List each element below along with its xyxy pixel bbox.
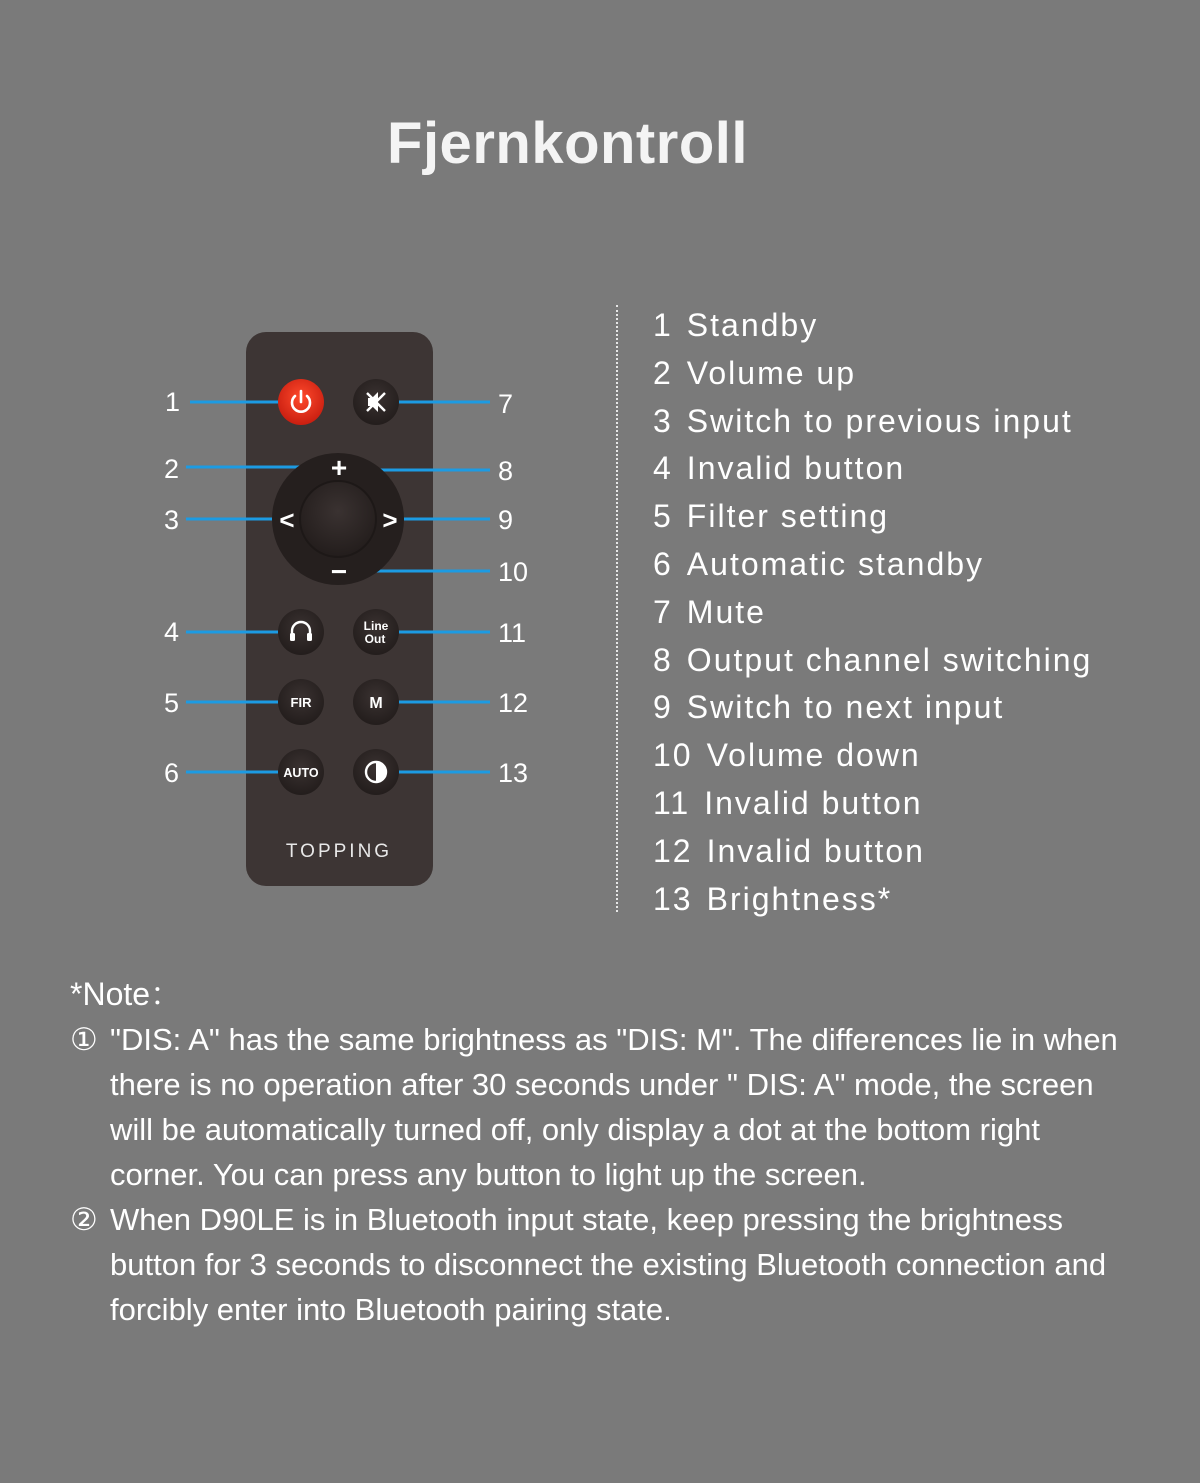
callout-number-13: 13 xyxy=(498,758,529,788)
legend-number: 12 xyxy=(653,832,693,869)
legend-item xyxy=(653,445,1092,493)
legend-item xyxy=(653,350,1092,398)
callout-number-10: 10 xyxy=(498,557,529,587)
legend-item xyxy=(653,589,1092,637)
legend-label: Invalid button xyxy=(686,450,906,487)
auto-label: AUTO xyxy=(283,766,319,780)
legend-item xyxy=(653,541,1092,589)
legend-number: 6 xyxy=(653,545,673,582)
center-button[interactable] xyxy=(300,481,376,557)
note-item xyxy=(70,1017,1140,1197)
callout-number-11: 11 xyxy=(498,618,527,648)
legend-item xyxy=(653,302,1092,350)
volume-down-button[interactable]: − xyxy=(330,556,348,587)
note-text: "DIS: A" has the same brightness as "DIS: M". The differences lie in when there is no operation after 30 seconds under " DIS: A" mode, the screen will be automatically turned off, only display a dot at the bottom right corner. You can press any button to light up the screen. xyxy=(110,1022,1118,1192)
callout-number-12: 12 xyxy=(498,688,529,718)
callout-number-8: 8 xyxy=(498,456,514,486)
headphone-button[interactable] xyxy=(278,609,324,655)
callout-number-9: 9 xyxy=(498,505,514,535)
legend-number: 1 xyxy=(653,307,673,343)
button-legend xyxy=(653,302,1092,923)
legend-item xyxy=(653,780,1092,828)
line-out-label-top: Line xyxy=(363,619,389,633)
callout-number-5: 5 xyxy=(164,688,180,718)
legend-label: Invalid button xyxy=(706,832,925,869)
remote-body xyxy=(246,332,433,886)
legend-label: Output channel switching xyxy=(686,641,1093,678)
legend-label: Standby xyxy=(686,307,819,343)
legend-number: 4 xyxy=(653,450,673,487)
legend-number: 11 xyxy=(653,784,691,821)
legend-item xyxy=(653,637,1092,685)
callout-number-2: 2 xyxy=(164,454,180,484)
callout-number-6: 6 xyxy=(164,758,180,788)
legend-label: Mute xyxy=(686,593,766,630)
note-marker: ① xyxy=(70,1022,98,1057)
legend-item xyxy=(653,684,1092,732)
note-title: *Note： xyxy=(70,976,183,1012)
legend-number: 7 xyxy=(653,593,673,630)
dotted-divider xyxy=(616,305,618,912)
legend-item xyxy=(653,732,1092,780)
brand-logo: TOPPING xyxy=(285,841,393,862)
legend-number: 10 xyxy=(653,737,693,774)
fir-label: FIR xyxy=(290,695,312,710)
next-input-button[interactable]: > xyxy=(382,505,398,535)
legend-number: 3 xyxy=(653,402,673,439)
legend-label: Volume down xyxy=(706,737,921,774)
note-item xyxy=(70,1197,1140,1332)
legend-item xyxy=(653,876,1092,924)
line-out-label-bottom: Out xyxy=(364,632,386,646)
callout-number-4: 4 xyxy=(164,617,180,647)
legend-number: 5 xyxy=(653,498,673,535)
legend-label: Filter setting xyxy=(686,498,890,535)
callout-number-1: 1 xyxy=(165,387,181,417)
callout-number-7: 7 xyxy=(498,389,514,419)
legend-item xyxy=(653,493,1092,541)
legend-number: 13 xyxy=(653,880,693,917)
legend-label: Volume up xyxy=(686,354,857,391)
legend-label: Brightness* xyxy=(706,880,893,917)
note-marker: ② xyxy=(70,1202,98,1237)
legend-label: Invalid button xyxy=(704,784,923,821)
legend-number: 9 xyxy=(653,689,673,726)
legend-label: Automatic standby xyxy=(686,545,985,582)
previous-input-button[interactable]: < xyxy=(279,505,295,535)
note-section xyxy=(70,972,1140,1332)
remote-diagram xyxy=(0,300,600,920)
page-title: Fjernkontroll xyxy=(387,111,748,176)
callout-number-3: 3 xyxy=(164,505,180,535)
legend-item xyxy=(653,828,1092,876)
m-label: M xyxy=(369,695,383,712)
legend-number: 8 xyxy=(653,641,673,678)
volume-up-button[interactable]: + xyxy=(330,452,348,483)
note-text: When D90LE is in Bluetooth input state, keep pressing the brightness button for 3 seconds to disconnect the existing Bluetooth connection and forcibly enter into Bluetooth pairing state. xyxy=(110,1202,1107,1327)
legend-label: Switch to previous input xyxy=(686,402,1073,439)
legend-item xyxy=(653,398,1092,446)
legend-number: 2 xyxy=(653,354,673,391)
legend-label: Switch to next input xyxy=(686,689,1005,726)
